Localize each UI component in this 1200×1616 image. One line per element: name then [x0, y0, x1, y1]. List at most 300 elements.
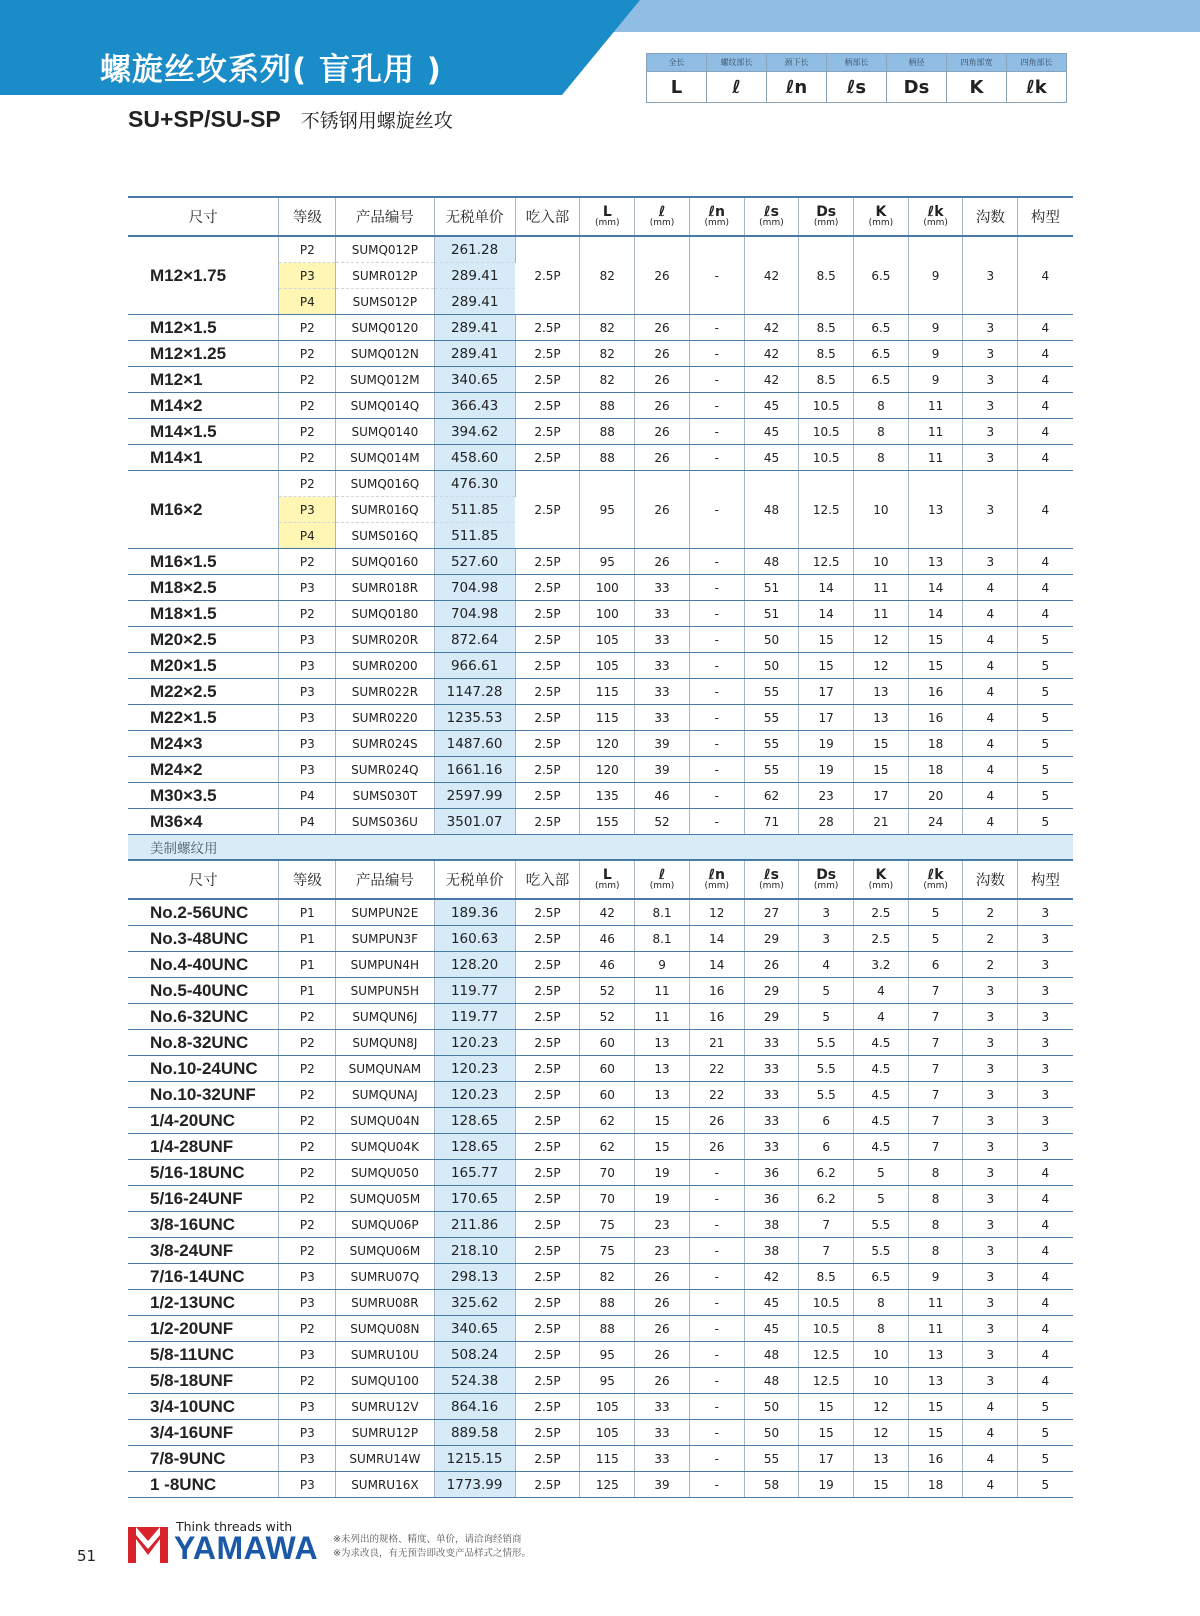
k-cell: 15 — [854, 731, 909, 757]
ln-cell: - — [689, 1290, 744, 1316]
product-code-cell: SUMRU14W — [336, 1446, 434, 1472]
style-cell: 5 — [1018, 679, 1073, 705]
chamfer-cell: 2.5P — [515, 1394, 580, 1420]
product-code-cell: SUMR016Q — [336, 497, 434, 523]
flutes-cell: 3 — [963, 1160, 1018, 1186]
header-l — [635, 197, 690, 236]
grade-cell: P2 — [279, 1212, 336, 1238]
price-cell: 476.30 — [434, 471, 515, 497]
flutes-cell: 4 — [963, 679, 1018, 705]
ls-cell: 45 — [744, 1316, 799, 1342]
ds-cell: 3 — [799, 926, 854, 952]
chamfer-cell: 2.5P — [515, 1056, 580, 1082]
k-cell: 4 — [854, 1004, 909, 1030]
lk-cell: 11 — [908, 419, 963, 445]
flutes-cell: 4 — [963, 653, 1018, 679]
l-cell: 33 — [635, 601, 690, 627]
ds-cell: 6.2 — [799, 1186, 854, 1212]
flutes-cell: 3 — [963, 1186, 1018, 1212]
l-cell: 26 — [635, 1342, 690, 1368]
k-cell: 8 — [854, 445, 909, 471]
chamfer-cell: 2.5P — [515, 1186, 580, 1212]
ln-cell: - — [689, 1186, 744, 1212]
ds-cell: 17 — [799, 705, 854, 731]
ln-cell: - — [689, 1472, 744, 1498]
ln-cell: - — [689, 757, 744, 783]
k-cell: 6.5 — [854, 236, 909, 315]
product-code-cell: SUMS016Q — [336, 523, 434, 549]
chamfer-cell: 2.5P — [515, 1134, 580, 1160]
grade-cell: P4 — [279, 523, 336, 549]
section-filler — [1018, 835, 1073, 861]
style-cell: 3 — [1018, 1030, 1073, 1056]
header-style: 构型 — [1018, 197, 1073, 236]
size-cell: M36×4 — [128, 809, 279, 835]
legend-label: 螺纹部长 — [707, 54, 767, 72]
ds-cell: 15 — [799, 1394, 854, 1420]
style-cell: 4 — [1018, 367, 1073, 393]
table-row — [128, 419, 1073, 445]
chamfer-cell: 2.5P — [515, 627, 580, 653]
size-cell: 3/8-24UNF — [128, 1238, 279, 1264]
ds-cell: 7 — [799, 1238, 854, 1264]
l-cell: 70 — [580, 1186, 635, 1212]
lk-cell: 13 — [908, 1368, 963, 1394]
l-cell: 62 — [580, 1108, 635, 1134]
size-cell: M22×1.5 — [128, 705, 279, 731]
style-cell: 3 — [1018, 952, 1073, 978]
product-code-cell: SUMQU05M — [336, 1186, 434, 1212]
table-row — [128, 757, 1073, 783]
flutes-cell: 2 — [963, 926, 1018, 952]
price-cell: 289.41 — [434, 289, 515, 315]
size-cell: M14×1 — [128, 445, 279, 471]
ds-cell: 6 — [799, 1108, 854, 1134]
lk-cell: 14 — [908, 601, 963, 627]
style-cell: 4 — [1018, 419, 1073, 445]
l-cell: 88 — [580, 1316, 635, 1342]
style-cell: 4 — [1018, 341, 1073, 367]
section-filler — [799, 835, 854, 861]
grade-cell: P2 — [279, 1056, 336, 1082]
price-cell: 128.65 — [434, 1108, 515, 1134]
grade-cell: P2 — [279, 1082, 336, 1108]
k-cell: 3.2 — [854, 952, 909, 978]
header-flutes: 沟数 — [963, 197, 1018, 236]
legend-label: 柄径 — [887, 54, 947, 72]
table-row — [128, 341, 1073, 367]
k-cell: 5 — [854, 1160, 909, 1186]
grade-cell: P2 — [279, 315, 336, 341]
product-code-cell: SUMQU08N — [336, 1316, 434, 1342]
spec-table-body — [128, 197, 1073, 1498]
ln-cell: - — [689, 341, 744, 367]
header-unit: (mm) — [649, 881, 675, 891]
size-cell: No.10-24UNC — [128, 1056, 279, 1082]
style-cell: 5 — [1018, 757, 1073, 783]
legend-label-row — [647, 54, 1067, 72]
lk-cell: 13 — [908, 1342, 963, 1368]
ds-cell: 15 — [799, 627, 854, 653]
k-cell: 11 — [854, 575, 909, 601]
style-cell: 4 — [1018, 1342, 1073, 1368]
style-cell: 4 — [1018, 471, 1073, 549]
l-cell: 15 — [635, 1134, 690, 1160]
price-cell: 1487.60 — [434, 731, 515, 757]
chamfer-cell: 2.5P — [515, 1446, 580, 1472]
price-cell: 218.10 — [434, 1238, 515, 1264]
l-cell: 33 — [635, 1446, 690, 1472]
product-code-cell: SUMQ012M — [336, 367, 434, 393]
chamfer-cell: 2.5P — [515, 419, 580, 445]
style-cell: 4 — [1018, 445, 1073, 471]
size-cell: No.2-56UNC — [128, 899, 279, 926]
product-code-cell: SUMQUN6J — [336, 1004, 434, 1030]
header-code: 产品编号 — [336, 197, 434, 236]
header-lk — [908, 860, 963, 899]
product-code-cell: SUMR020R — [336, 627, 434, 653]
price-cell: 165.77 — [434, 1160, 515, 1186]
ds-cell: 8.5 — [799, 315, 854, 341]
product-code-cell: SUMQ014Q — [336, 393, 434, 419]
table-row — [128, 653, 1073, 679]
chamfer-cell: 2.5P — [515, 575, 580, 601]
l-cell: 125 — [580, 1472, 635, 1498]
section-row-us — [128, 835, 1073, 861]
size-cell: 7/8-9UNC — [128, 1446, 279, 1472]
ls-cell: 26 — [744, 952, 799, 978]
k-cell: 2.5 — [854, 899, 909, 926]
header-grade: 等级 — [279, 860, 336, 899]
style-cell: 4 — [1018, 1290, 1073, 1316]
header-price: 无税单价 — [434, 860, 515, 899]
header-symbol: ℓ — [658, 204, 666, 220]
ls-cell: 45 — [744, 1290, 799, 1316]
size-cell: M18×2.5 — [128, 575, 279, 601]
table-row — [128, 1264, 1073, 1290]
price-cell: 289.41 — [434, 341, 515, 367]
lk-cell: 7 — [908, 1004, 963, 1030]
table-row — [128, 1342, 1073, 1368]
ds-cell: 5 — [799, 978, 854, 1004]
header-ds — [799, 197, 854, 236]
ds-cell: 19 — [799, 757, 854, 783]
ds-cell: 6.2 — [799, 1160, 854, 1186]
product-code-cell: SUMPUN2E — [336, 899, 434, 926]
flutes-cell: 4 — [963, 627, 1018, 653]
size-cell: No.5-40UNC — [128, 978, 279, 1004]
size-cell: M12×1 — [128, 367, 279, 393]
price-cell: 3501.07 — [434, 809, 515, 835]
legend-symbol: ℓs — [827, 72, 887, 103]
ls-cell: 50 — [744, 1420, 799, 1446]
header-unit: (mm) — [704, 218, 730, 228]
table-row — [128, 731, 1073, 757]
grade-cell: P4 — [279, 783, 336, 809]
header-code: 产品编号 — [336, 860, 434, 899]
lk-cell: 20 — [908, 783, 963, 809]
ds-cell: 15 — [799, 653, 854, 679]
ds-cell: 14 — [799, 575, 854, 601]
product-code-cell: SUMQ014M — [336, 445, 434, 471]
style-cell: 5 — [1018, 809, 1073, 835]
product-code-cell: SUMS012P — [336, 289, 434, 315]
k-cell: 21 — [854, 809, 909, 835]
l-cell: 8.1 — [635, 926, 690, 952]
table-row — [128, 1368, 1073, 1394]
grade-cell: P3 — [279, 1420, 336, 1446]
table-row — [128, 1186, 1073, 1212]
price-cell: 128.65 — [434, 1134, 515, 1160]
ls-cell: 42 — [744, 236, 799, 315]
grade-cell: P1 — [279, 926, 336, 952]
k-cell: 8 — [854, 393, 909, 419]
flutes-cell: 3 — [963, 1056, 1018, 1082]
header-l — [580, 860, 635, 899]
style-cell: 4 — [1018, 1264, 1073, 1290]
legend-label: 颈下长 — [767, 54, 827, 72]
style-cell: 3 — [1018, 1056, 1073, 1082]
price-cell: 1661.16 — [434, 757, 515, 783]
table-row — [128, 1082, 1073, 1108]
ls-cell: 29 — [744, 926, 799, 952]
l-cell: 60 — [580, 1056, 635, 1082]
ln-cell: - — [689, 1342, 744, 1368]
header-symbol: Ds — [816, 867, 837, 883]
k-cell: 8 — [854, 1290, 909, 1316]
table-row — [128, 899, 1073, 926]
price-cell: 289.41 — [434, 263, 515, 289]
grade-cell: P1 — [279, 952, 336, 978]
header-l — [635, 860, 690, 899]
size-cell: 1/4-20UNC — [128, 1108, 279, 1134]
lk-cell: 7 — [908, 1082, 963, 1108]
l-cell: 26 — [635, 1368, 690, 1394]
size-cell: M16×1.5 — [128, 549, 279, 575]
l-cell: 100 — [580, 601, 635, 627]
style-cell: 5 — [1018, 783, 1073, 809]
flutes-cell: 4 — [963, 1394, 1018, 1420]
chamfer-cell: 2.5P — [515, 783, 580, 809]
product-code-cell: SUMQ0180 — [336, 601, 434, 627]
product-code-cell: SUMR0200 — [336, 653, 434, 679]
ln-cell: - — [689, 809, 744, 835]
ds-cell: 14 — [799, 601, 854, 627]
ds-cell: 15 — [799, 1420, 854, 1446]
ls-cell: 33 — [744, 1134, 799, 1160]
ds-cell: 4 — [799, 952, 854, 978]
l-cell: 26 — [635, 471, 690, 549]
grade-cell: P3 — [279, 653, 336, 679]
l-cell: 75 — [580, 1212, 635, 1238]
style-cell: 5 — [1018, 653, 1073, 679]
flutes-cell: 4 — [963, 731, 1018, 757]
chamfer-cell: 2.5P — [515, 1160, 580, 1186]
size-cell: M20×1.5 — [128, 653, 279, 679]
table-row — [128, 1472, 1073, 1498]
l-cell: 26 — [635, 315, 690, 341]
k-cell: 6.5 — [854, 315, 909, 341]
ds-cell: 19 — [799, 1472, 854, 1498]
l-cell: 39 — [635, 1472, 690, 1498]
flutes-cell: 3 — [963, 1082, 1018, 1108]
product-code-cell: SUMPUN3F — [336, 926, 434, 952]
ds-cell: 12.5 — [799, 1342, 854, 1368]
ls-cell: 33 — [744, 1108, 799, 1134]
product-code-cell: SUMQ012N — [336, 341, 434, 367]
flutes-cell: 3 — [963, 1134, 1018, 1160]
l-cell: 115 — [580, 679, 635, 705]
ls-cell: 55 — [744, 757, 799, 783]
product-code-cell: SUMRU10U — [336, 1342, 434, 1368]
ln-cell: - — [689, 705, 744, 731]
lk-cell: 16 — [908, 1446, 963, 1472]
flutes-cell: 3 — [963, 1004, 1018, 1030]
price-cell: 325.62 — [434, 1290, 515, 1316]
legend-symbol: L — [647, 72, 707, 103]
lk-cell: 9 — [908, 236, 963, 315]
lk-cell: 18 — [908, 1472, 963, 1498]
l-cell: 60 — [580, 1030, 635, 1056]
flutes-cell: 3 — [963, 471, 1018, 549]
l-cell: 26 — [635, 1316, 690, 1342]
header-unit: (mm) — [759, 218, 784, 228]
grade-cell: P3 — [279, 679, 336, 705]
ls-cell: 48 — [744, 471, 799, 549]
ds-cell: 8.5 — [799, 1264, 854, 1290]
flutes-cell: 3 — [963, 978, 1018, 1004]
price-cell: 394.62 — [434, 419, 515, 445]
header-symbol: ℓs — [763, 204, 779, 220]
ls-cell: 33 — [744, 1056, 799, 1082]
ls-cell: 33 — [744, 1030, 799, 1056]
ls-cell: 36 — [744, 1160, 799, 1186]
lk-cell: 7 — [908, 1030, 963, 1056]
l-cell: 23 — [635, 1238, 690, 1264]
ln-cell: - — [689, 315, 744, 341]
product-code-cell: SUMR024Q — [336, 757, 434, 783]
l-cell: 39 — [635, 731, 690, 757]
ln-cell: - — [689, 1212, 744, 1238]
price-cell: 872.64 — [434, 627, 515, 653]
ln-cell: - — [689, 783, 744, 809]
grade-cell: P2 — [279, 601, 336, 627]
flutes-cell: 3 — [963, 549, 1018, 575]
series-description: 不锈钢用螺旋丝攻 — [300, 111, 453, 132]
price-cell: 1147.28 — [434, 679, 515, 705]
l-cell: 135 — [580, 783, 635, 809]
product-code-cell: SUMQ012P — [336, 236, 434, 263]
legend-symbol: ℓn — [767, 72, 827, 103]
legend-label: 全长 — [647, 54, 707, 72]
l-cell: 105 — [580, 627, 635, 653]
l-cell: 115 — [580, 705, 635, 731]
size-cell: No.10-32UNF — [128, 1082, 279, 1108]
ls-cell: 45 — [744, 393, 799, 419]
l-cell: 70 — [580, 1160, 635, 1186]
grade-cell: P1 — [279, 978, 336, 1004]
product-code-cell: SUMQU100 — [336, 1368, 434, 1394]
price-cell: 2597.99 — [434, 783, 515, 809]
l-cell: 52 — [580, 978, 635, 1004]
price-cell: 511.85 — [434, 497, 515, 523]
l-cell: 26 — [635, 341, 690, 367]
table-row — [128, 1108, 1073, 1134]
grade-cell: P2 — [279, 393, 336, 419]
chamfer-cell: 2.5P — [515, 471, 580, 549]
ls-cell: 71 — [744, 809, 799, 835]
ls-cell: 27 — [744, 899, 799, 926]
style-cell: 4 — [1018, 549, 1073, 575]
header-k — [854, 197, 909, 236]
chamfer-cell: 2.5P — [515, 1368, 580, 1394]
price-cell: 458.60 — [434, 445, 515, 471]
header-unit: (mm) — [704, 881, 730, 891]
table-row — [128, 393, 1073, 419]
k-cell: 4.5 — [854, 1082, 909, 1108]
k-cell: 10 — [854, 1342, 909, 1368]
price-cell: 508.24 — [434, 1342, 515, 1368]
k-cell: 2.5 — [854, 926, 909, 952]
ln-cell: - — [689, 445, 744, 471]
chamfer-cell: 2.5P — [515, 679, 580, 705]
grade-cell: P2 — [279, 341, 336, 367]
lk-cell: 9 — [908, 341, 963, 367]
l-cell: 9 — [635, 952, 690, 978]
table-header-row — [128, 197, 1073, 236]
lk-cell: 7 — [908, 1108, 963, 1134]
table-row — [128, 1290, 1073, 1316]
product-code-cell: SUMR012P — [336, 263, 434, 289]
header-symbol: L — [602, 204, 612, 220]
l-cell: 26 — [635, 236, 690, 315]
grade-cell: P2 — [279, 236, 336, 263]
l-cell: 33 — [635, 705, 690, 731]
k-cell: 4.5 — [854, 1134, 909, 1160]
k-cell: 4.5 — [854, 1030, 909, 1056]
lk-cell: 6 — [908, 952, 963, 978]
l-cell: 19 — [635, 1160, 690, 1186]
price-cell: 120.23 — [434, 1030, 515, 1056]
price-cell: 1235.53 — [434, 705, 515, 731]
l-cell: 26 — [635, 445, 690, 471]
header-symbol: ℓk — [927, 204, 944, 220]
grade-cell: P3 — [279, 1472, 336, 1498]
l-cell: 19 — [635, 1186, 690, 1212]
lk-cell: 16 — [908, 705, 963, 731]
style-cell: 4 — [1018, 393, 1073, 419]
lk-cell: 9 — [908, 367, 963, 393]
ln-cell: 12 — [689, 899, 744, 926]
flutes-cell: 3 — [963, 393, 1018, 419]
price-cell: 119.77 — [434, 978, 515, 1004]
size-cell: No.8-32UNC — [128, 1030, 279, 1056]
l-cell: 42 — [580, 899, 635, 926]
k-cell: 12 — [854, 1394, 909, 1420]
price-cell: 261.28 — [434, 236, 515, 263]
size-cell: 5/8-18UNF — [128, 1368, 279, 1394]
footer-note: ※为求改良，有无预告即改变产品样式之情形。 — [333, 1548, 531, 1559]
price-cell: 120.23 — [434, 1056, 515, 1082]
header-symbol: ℓn — [708, 867, 726, 883]
l-cell: 82 — [580, 1264, 635, 1290]
table-row — [128, 1004, 1073, 1030]
size-cell: No.4-40UNC — [128, 952, 279, 978]
footer-note: ※未列出的规格、精度、单价，请洽询经销商 — [333, 1534, 522, 1545]
style-cell: 5 — [1018, 705, 1073, 731]
table-row — [128, 1316, 1073, 1342]
table-row — [128, 809, 1073, 835]
